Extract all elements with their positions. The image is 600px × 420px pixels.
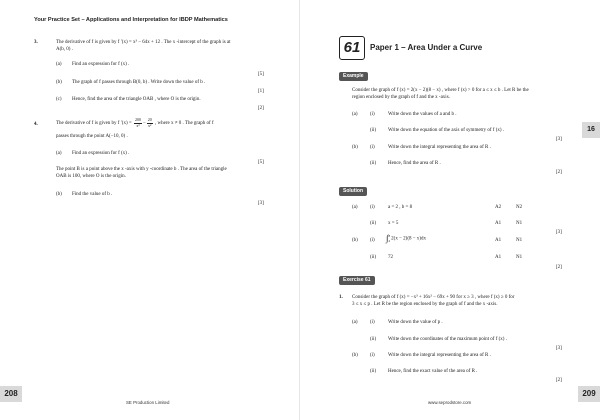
integral-lower-limit: 2 bbox=[388, 238, 391, 243]
mark-code: N2 bbox=[516, 205, 523, 210]
part-label: (a) bbox=[56, 62, 62, 67]
marks: [2] bbox=[258, 106, 264, 111]
paragraph: OAB is 100, where O is the origin. bbox=[56, 174, 126, 179]
solution-text: x = 5 bbox=[388, 221, 399, 226]
part-label: (b) bbox=[56, 192, 62, 197]
mark-code: A1 bbox=[495, 238, 502, 243]
part-text: Write down the equation of the axis of symmetry of f (x) . bbox=[388, 128, 505, 133]
footer-website: www.seprodstore.com bbox=[428, 400, 472, 405]
part-label: (b) bbox=[352, 238, 358, 243]
example-stem-line2: region enclosed by the graph of f and the x -axis. bbox=[352, 95, 450, 100]
part-text: Hence, find the area of R . bbox=[388, 161, 441, 166]
subpart-label: (i) bbox=[370, 205, 375, 210]
footer-publisher: SE Production Limited bbox=[126, 400, 170, 405]
chapter-title: Paper 1 – Area Under a Curve bbox=[370, 43, 483, 52]
part-text: Find an expression for f (x) . bbox=[72, 151, 130, 156]
part-text: Write down the integral representing the area of R . bbox=[388, 353, 491, 358]
mark-code: A2 bbox=[495, 205, 502, 210]
subpart-label: (ii) bbox=[370, 369, 377, 374]
question-stem-end: , where x ≠ 0 . The graph of f bbox=[155, 121, 214, 127]
integral-expression bbox=[386, 233, 426, 245]
subpart-label: (ii) bbox=[370, 221, 377, 226]
example-stem: Consider the graph of f (x) = 2(x − 2)(8 − x) , where f (x) > 0 for a ≤ x ≤ b . Let R be the bbox=[352, 88, 529, 93]
part-label: (a) bbox=[352, 112, 358, 117]
paragraph: The point B is a point above the x -axis with y -coordinate b . The area of the triangle bbox=[56, 167, 227, 172]
part-text: Write down the values of a and b . bbox=[388, 112, 457, 117]
exercise-tag: Exercise 61 bbox=[339, 276, 375, 285]
part-text: Write down the coordinates of the maximum point of f (x) . bbox=[388, 337, 507, 342]
subpart-label: (i) bbox=[370, 320, 375, 325]
mark-code: A1 bbox=[495, 221, 502, 226]
mark-code: A1 bbox=[495, 255, 502, 260]
integral-sign-icon: ∫ bbox=[386, 233, 389, 243]
subpart-label: (i) bbox=[370, 112, 375, 117]
subpart-label: (ii) bbox=[370, 161, 377, 166]
chapter-number: 61 bbox=[339, 36, 365, 60]
solution-tag: Solution bbox=[339, 187, 367, 196]
example-tag: Example bbox=[339, 72, 368, 81]
exercise-stem: Consider the graph of f (x) = −x³ + 16x² − 69x + 90 for x ≥ 3 , where f (x) ≥ 0 for bbox=[352, 295, 515, 300]
marks: [2] bbox=[556, 170, 562, 175]
subpart-label: (i) bbox=[370, 145, 375, 150]
part-label: (c) bbox=[56, 97, 62, 102]
question-stem-line2: A(b, 0) . bbox=[56, 47, 73, 52]
marks: [3] bbox=[556, 346, 562, 351]
marks: [1] bbox=[258, 89, 264, 94]
subpart-label: (ii) bbox=[370, 128, 377, 133]
solution-text: 72 bbox=[388, 255, 393, 260]
right-page bbox=[300, 0, 600, 420]
page-number: 208 bbox=[0, 386, 22, 402]
fraction-denominator: x² bbox=[148, 122, 152, 128]
solution-text: a = 2 , b = 8 bbox=[388, 205, 413, 210]
section-tab: 16 bbox=[582, 122, 600, 138]
fraction-denominator: x³ bbox=[136, 122, 140, 128]
mark-code: N1 bbox=[516, 255, 523, 260]
header-title: Your Practice Set – Applications and Interpretation for IBDP Mathematics bbox=[34, 17, 228, 23]
question-stem: The derivative of f is given by f ′(x) = x³ − 64x + 12 . The x -intercept of the graph is at bbox=[56, 40, 231, 45]
part-text: Write down the value of p . bbox=[388, 320, 443, 325]
marks: [3] bbox=[556, 137, 562, 142]
subpart-label: (i) bbox=[370, 238, 375, 243]
question-number: 3. bbox=[34, 40, 38, 45]
subpart-label: (ii) bbox=[370, 255, 377, 260]
part-text: Hence, find the area of the triangle OAB , where O is the origin. bbox=[72, 97, 201, 102]
marks: [5] bbox=[258, 72, 264, 77]
mark-code: N1 bbox=[516, 221, 523, 226]
marks: [2] bbox=[556, 378, 562, 383]
page-number: 209 bbox=[578, 386, 600, 402]
question-number: 4. bbox=[34, 122, 38, 127]
part-label: (a) bbox=[352, 205, 358, 210]
marks: [3] bbox=[258, 201, 264, 206]
part-label: (b) bbox=[56, 80, 62, 85]
fraction-numerator: 20 bbox=[147, 117, 152, 122]
question-stem-line2: passes through the point A(−10, 0) . bbox=[56, 134, 128, 139]
part-text: Find the value of b . bbox=[72, 192, 113, 197]
mark-code: N1 bbox=[516, 238, 523, 243]
part-text: Find an expression for f (x) . bbox=[72, 62, 130, 67]
question-stem-start: The derivative of f is given by f ′(x) = bbox=[56, 121, 132, 127]
integral-upper-limit: 8 bbox=[388, 233, 391, 238]
marks: [3] bbox=[556, 230, 562, 235]
subpart-label: (ii) bbox=[370, 337, 377, 342]
part-label: (a) bbox=[56, 151, 62, 156]
part-text: Write down the integral representing the area of R . bbox=[388, 145, 491, 150]
marks: [2] bbox=[556, 265, 562, 270]
part-label: (a) bbox=[352, 320, 358, 325]
part-label: (b) bbox=[352, 353, 358, 358]
fraction bbox=[134, 118, 142, 128]
part-text: The graph of f passes through B(0, b) . Write down the value of b . bbox=[72, 80, 206, 85]
part-text: Hence, find the exact value of the area of R . bbox=[388, 369, 478, 374]
marks: [5] bbox=[258, 160, 264, 165]
question-number: 1. bbox=[339, 295, 343, 300]
solution-text: 2(x − 2)(8 − x)dx bbox=[391, 236, 426, 242]
fraction-numerator: 200 bbox=[134, 117, 141, 122]
part-label: (b) bbox=[352, 145, 358, 150]
question-stem: The derivative of f is given by f ′(x) = $\frac{200}{\text{x³}}$ − $\frac{20}{\text{x²}}$ , where x ≠ 0 . The graph of f bbox=[56, 117, 214, 128]
integral-limits bbox=[388, 234, 390, 244]
fraction bbox=[147, 118, 153, 128]
exercise-stem-line2: 3 ≤ x ≤ p . Let R be the region enclosed by the graph of f and the x -axis. bbox=[352, 302, 498, 307]
subpart-label: (i) bbox=[370, 353, 375, 358]
